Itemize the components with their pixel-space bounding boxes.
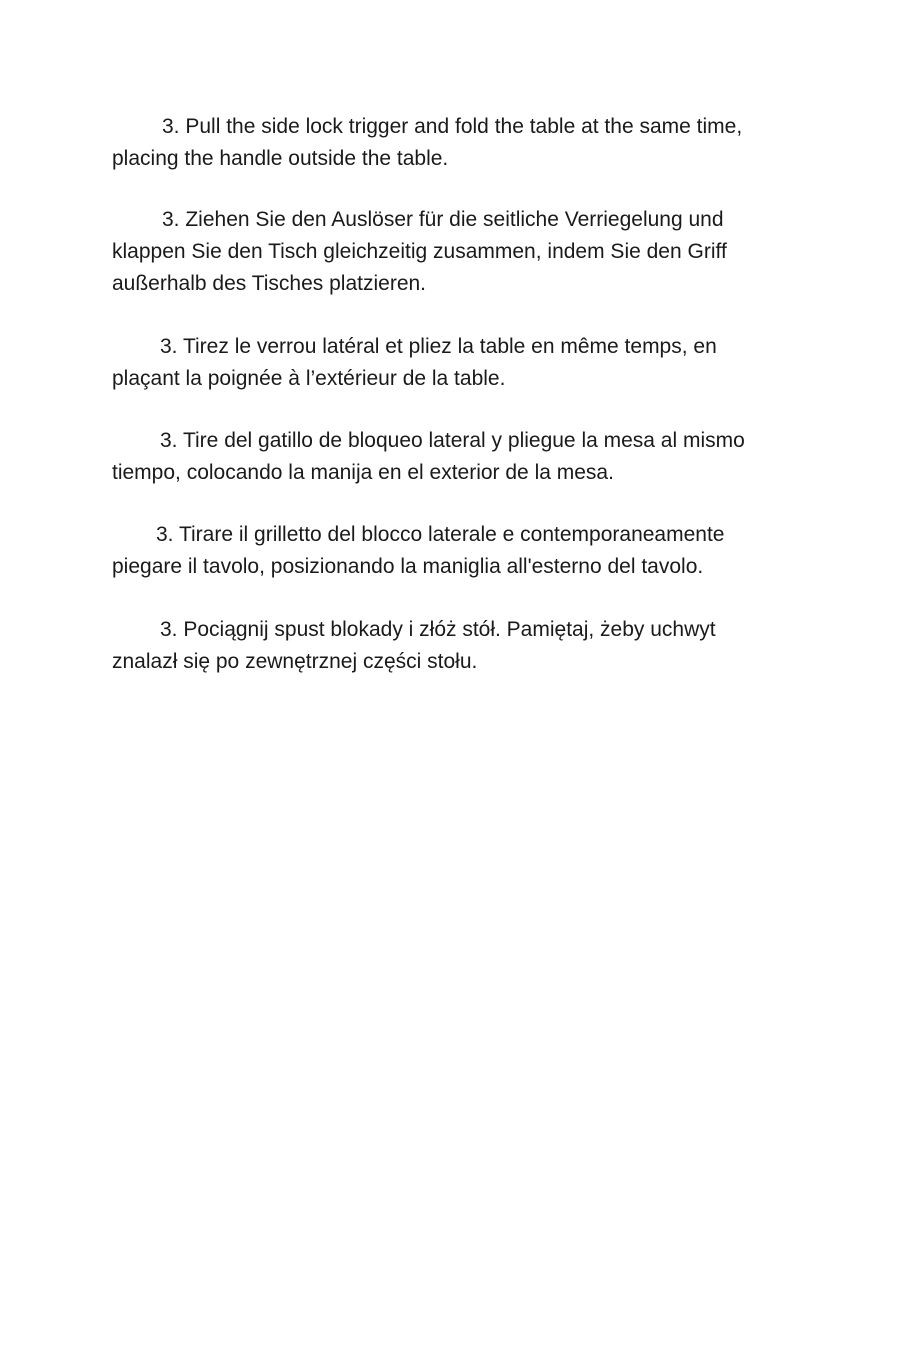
instruction-spanish xyxy=(112,425,812,489)
instruction-line: klappen Sie den Tisch gleichzeitig zusammen, indem Sie den Griff xyxy=(112,240,727,263)
instruction-english xyxy=(112,111,812,175)
instruction-line: 3. Tirez le verrou latéral et pliez la table en même temps, en xyxy=(160,335,717,358)
instruction-line: 3. Tire del gatillo de bloqueo lateral y pliegue la mesa al mismo xyxy=(160,429,745,452)
instruction-italian xyxy=(112,519,812,583)
instruction-line: plaçant la poignée à l’extérieur de la table. xyxy=(112,367,506,390)
instruction-line: placing the handle outside the table. xyxy=(112,147,449,170)
instruction-line: znalazł się po zewnętrznej części stołu. xyxy=(112,650,478,673)
instruction-line: außerhalb des Tisches platzieren. xyxy=(112,272,427,295)
instruction-line: 3. Tirare il grilletto del blocco laterale e contemporaneamente xyxy=(156,523,725,546)
instruction-french xyxy=(112,331,812,395)
instruction-polish xyxy=(112,614,812,678)
instruction-line: 3. Pociągnij spust blokady i złóż stół. Pamiętaj, żeby uchwyt xyxy=(160,618,716,641)
instruction-line: tiempo, colocando la manija en el exterior de la mesa. xyxy=(112,461,614,484)
instruction-german xyxy=(112,204,812,300)
instruction-line: 3. Ziehen Sie den Auslöser für die seitliche Verriegelung und xyxy=(162,208,724,231)
instruction-line: piegare il tavolo, posizionando la maniglia all'esterno del tavolo. xyxy=(112,555,704,578)
instruction-line: 3. Pull the side lock trigger and fold the table at the same time, xyxy=(162,115,743,138)
